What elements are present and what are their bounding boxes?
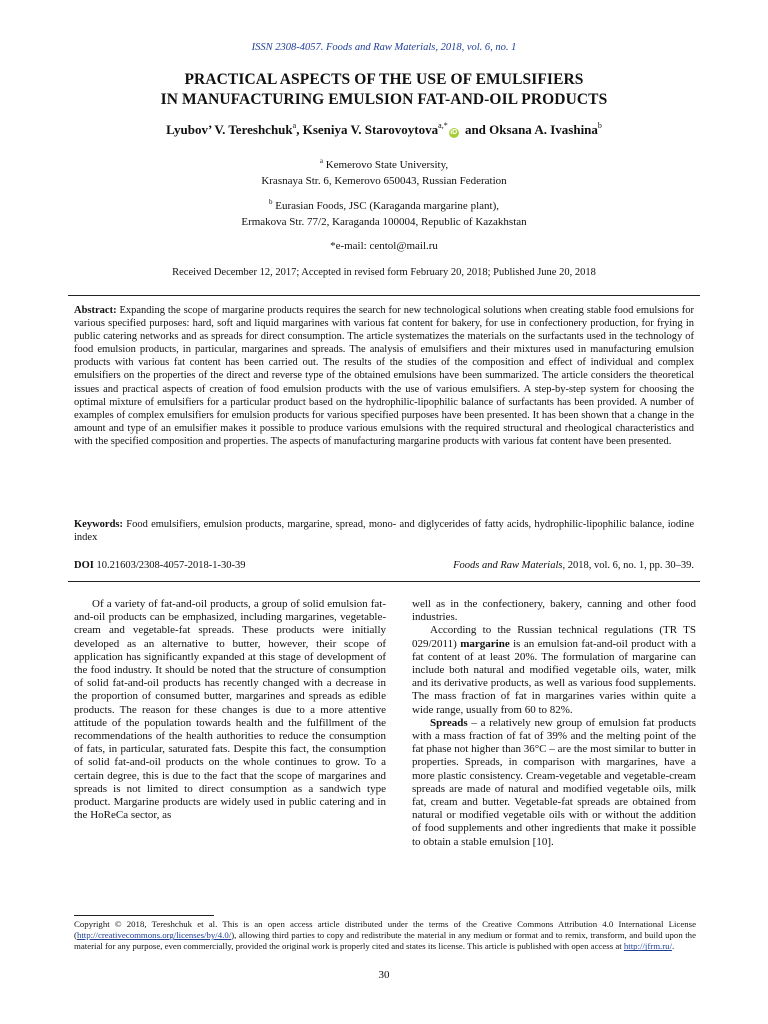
abstract-top-rule xyxy=(68,295,700,296)
license-link[interactable]: http://creativecommons.org/licenses/by/4.0/ xyxy=(76,930,232,941)
affiliation-marker: b xyxy=(597,121,602,130)
copyright-text: . xyxy=(672,941,675,952)
article-title xyxy=(60,70,708,110)
doi-bottom-rule xyxy=(68,581,700,582)
page-number: 30 xyxy=(378,969,390,981)
affiliation-letters: a, xyxy=(438,121,444,130)
affiliation-name: Eurasian Foods, JSC (Karaganda margarine plant), xyxy=(275,200,499,212)
keywords-text: Food emulsifiers, emulsion products, margarine, spread, mono- and diglycerides of fatty acids, hydrophilic-lipophilic balance, iodine index xyxy=(74,519,694,544)
affiliation-name: Kemerovo State University, xyxy=(325,159,449,171)
copyright-notice xyxy=(74,919,696,953)
body-term: margarine xyxy=(460,637,510,650)
keywords-label: Keywords: xyxy=(74,519,123,530)
affiliation-marker xyxy=(438,121,448,130)
body-paragraph: Of a variety of fat-and-oil products, a group of solid emulsion fat-and-oil products can be emphasized, including margarines, vegetable-cream and vegetable-fat spreads. These products were initially developed as an alternative to butter, however, their scope of application has significantly expanded at this stage of development of the food industry. It should be noted that the structure of consumption of solid fat-and-oil products has recently changed with a decrease in the proportion of consumed butter, margarines and spreads as edible products. The reason for these changes is due to a more attentive attitude of the population towards health and the fulfillment of the recommendations of the health authorities to reduce the consumption of fats, in particular, saturated fats. Despite this fact, the consumption of solid fat-and-oil products on the whole continues to grow. To a certain degree, this is due to the fact that the scope of margarines and spreads is not limited to direct consumption as a sandwich type product. Margarine products are widely used in public catering and in the HoReCa sector, as xyxy=(74,598,386,822)
citation-details: 2018, vol. 6, no. 1, pp. 30–39. xyxy=(567,560,694,571)
body-text: is an emulsion fat-and-oil product with a fat content of at least 20%. The formulation of margarine can include both natural and modified vegetable oils, water, milk and its derivative products, as well as various food supplements. The mass fraction of fat in margarines varies within quite a wide range, usually from 60 to 82%. xyxy=(412,637,697,716)
doi-label: DOI xyxy=(74,560,94,571)
author-name: Kseniya V. Starovoytova xyxy=(302,122,439,137)
affiliation-address: Ermakova Str. 77/2, Karaganda 100004, Republic of Kazakhstan xyxy=(241,216,527,228)
corresponding-star: * xyxy=(443,121,448,130)
body-term: Spreads xyxy=(430,716,468,729)
abstract xyxy=(74,304,694,448)
body-paragraph-continued: well as in the confectionery, bakery, canning and other food industries. xyxy=(412,598,696,624)
affiliation-a xyxy=(0,153,768,189)
doi-line xyxy=(74,560,694,571)
body-text: – a relatively new group of emulsion fat products with a mass fraction of fat of 39% and the melting point of the fat phase not higher than 36°C – are the most similar to butter in properties. Spreads, in comparison with margarines, have a more plastic consistency. Cream-vegetable and vegetable-cream spreads are made of natural and modified vegetable oils, milk fat, cream and butter. Vegetable-fat spreads are obtained from natural or modified vegetable oils with or without the addition of food supplements and other ingredients that make it possible to obtain a stable emulsion [10]. xyxy=(412,716,696,848)
body-paragraph xyxy=(412,624,696,716)
journal-link[interactable]: http://jfrm.ru/ xyxy=(623,941,673,952)
citation xyxy=(453,560,694,571)
title-line-1: PRACTICAL ASPECTS OF THE USE OF EMULSIFIERS xyxy=(184,71,584,88)
body-column-left xyxy=(74,598,386,822)
orcid-icon[interactable]: iD xyxy=(450,129,458,136)
doi xyxy=(74,560,246,571)
body-column-right xyxy=(412,598,696,849)
abstract-label: Abstract: xyxy=(74,305,117,316)
affiliation-marker: a xyxy=(319,157,323,165)
publication-dates: Received December 12, 2017; Accepted in revised form February 20, 2018; Published June 20, 2018 xyxy=(172,267,596,278)
title-line-2: IN MANUFACTURING EMULSION FAT-AND-OIL PRODUCTS xyxy=(160,91,608,108)
author-separator: , xyxy=(296,122,303,137)
affiliation-b xyxy=(0,194,768,230)
body-text: According to the Russian technical regulations (TR TS 029/2011) xyxy=(412,624,696,650)
author-list xyxy=(40,121,728,138)
footnote-rule xyxy=(74,915,214,916)
corresponding-email: *e-mail: centol@mail.ru xyxy=(330,240,438,252)
body-paragraph xyxy=(412,717,696,849)
affiliation-address: Krasnaya Str. 6, Kemerovo 650043, Russian Federation xyxy=(261,175,507,187)
author-separator: and xyxy=(461,122,490,137)
keywords xyxy=(74,518,694,544)
copyright-text: ), allowing third parties to copy and redistribute the material in any medium or format and to remix, transform, and build upon the material for any purpose, even commercially, provided the original work is properly cited and states its license. This article is published with open access at xyxy=(74,930,696,952)
author-name: Lyubov’ V. Tereshchuk xyxy=(166,122,293,137)
citation-journal: Foods and Raw Materials, xyxy=(453,560,566,571)
affiliation-marker: a xyxy=(292,121,297,130)
copyright-text: Copyright © 2018, Tereshchuk et al. This is an open access article distributed under the terms of the Creative Commons Attribution 4.0 International License ( xyxy=(74,919,696,941)
doi-value[interactable]: 10.21603/2308-4057-2018-1-30-39 xyxy=(96,560,246,571)
journal-header: ISSN 2308-4057. Foods and Raw Materials, 2018, vol. 6, no. 1 xyxy=(251,42,517,53)
affiliation-marker: b xyxy=(269,198,273,206)
affiliation-b-name-line xyxy=(0,194,768,214)
abstract-text: Expanding the scope of margarine products requires the search for new technological solutions when creating stable food emulsions for various specified purposes: hard, soft and liquid margarines with various fat content for bakery, for use in confectionery production, for frying in public catering networks and as spreads for direct consumption. The article systematizes the materials on the surfactants used in the technology of food emulsion products, in particular, margarines and spreads. The analysis of emulsifiers and their mixtures used in manufacturing emulsion products with various fat content has been carried out. The results of the studies of the composition and effect of individual and complex emulsifiers on the properties of the direct and reverse type of the obtained emulsions have been summarized. The article considers the theoretical issues and practical aspects of creation of food emulsion products with the use of various emulsifiers. A step-by-step system for choosing the optimal mixture of emulsifiers for a particular product based on the hydrophilic-lipophilic balance of surfactants has been provided. A number of examples of complex emulsifiers for emulsion products for various specified purposes have been presented. It has been shown that a change in the amount and type of an emulsifier makes it possible to produce various emulsions with the required structural and rheological characteristics and with the specified composition and properties. The aspects of manufacturing margarine products with various fat content have been presented. xyxy=(74,305,694,447)
author-name: Oksana A. Ivashina xyxy=(489,122,598,137)
affiliation-a-name-line xyxy=(0,153,768,173)
